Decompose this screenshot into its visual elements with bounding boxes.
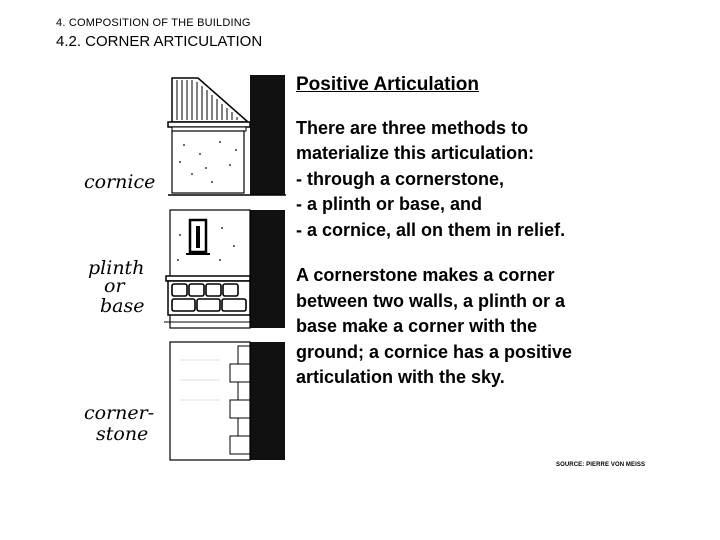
methods-paragraph: There are three methods to materialize this articulation: - through a cornerstone, - a plinth or base, and - a cornice, all on them in relief. — [296, 117, 566, 240]
corner-articulation-illustration — [80, 70, 290, 470]
label-stone: stone — [96, 423, 149, 445]
plinth-sketch — [164, 210, 285, 328]
cornice-sketch — [168, 75, 286, 195]
chapter-kicker: 4. COMPOSITION OF THE BUILDING — [56, 17, 251, 29]
sketch-svg — [80, 70, 290, 470]
description-paragraph: A cornerstone makes a corner between two walls, a plinth or a base make a corner with the ground; a cornice has a positive articulation with the sky. — [296, 265, 573, 387]
label-plinth: plinth — [88, 257, 145, 279]
section-title: 4.2. CORNER ARTICULATION — [56, 33, 263, 50]
label-corner: corner- — [84, 402, 155, 424]
cornerstone-sketch — [170, 342, 285, 460]
label-base: base — [100, 295, 145, 317]
label-or: or — [104, 275, 125, 297]
text-column — [296, 72, 656, 391]
heading-positive-articulation: Positive Articulation — [296, 74, 479, 95]
label-cornice: cornice — [84, 171, 156, 193]
source-note: SOURCE: PIERRE VON MEISS — [556, 462, 646, 468]
